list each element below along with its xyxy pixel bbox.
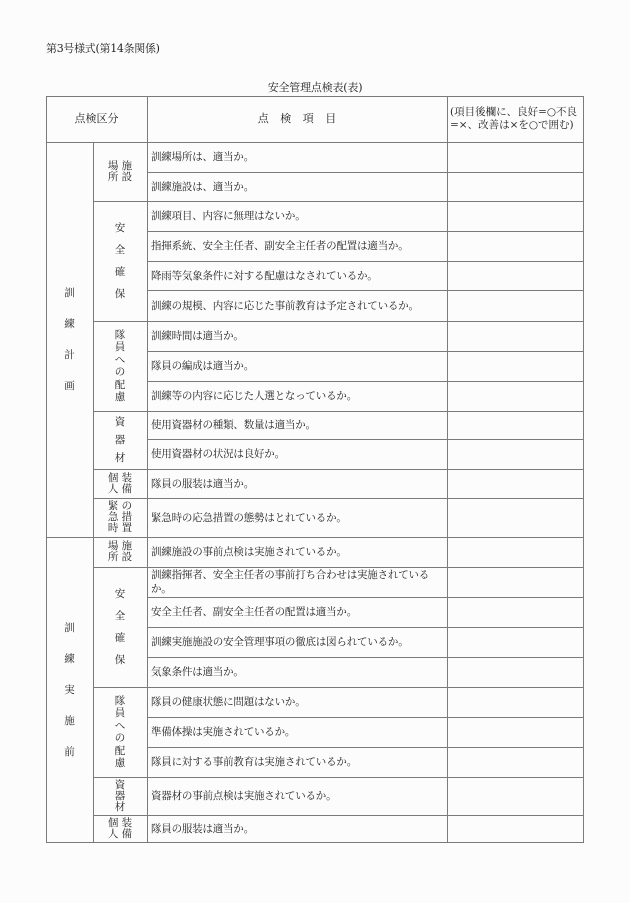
group-label-line: 確: [114, 632, 126, 644]
check-result-cell[interactable]: [448, 232, 582, 261]
group-label-line: の: [114, 732, 126, 744]
group-label-line: 緊 の: [107, 500, 133, 512]
check-item: 準備体操は実施されているか。: [151, 726, 296, 738]
group-label-line: 慮: [114, 757, 126, 769]
check-item: 使用資器材の状況は良好か。: [151, 448, 285, 460]
check-item: 隊員に対する事前教育は実施されているか。: [151, 756, 357, 768]
group-label-line: 所 設: [107, 170, 133, 183]
group-label-equipment: [93, 777, 147, 815]
group-label-line: 員: [114, 707, 126, 719]
group-label-line: へ: [114, 719, 126, 732]
group-label-line: 器: [114, 789, 126, 802]
header-check-instructions: (項目後欄に、良好=○不良=×、改善は×を○で囲む): [450, 106, 578, 131]
table-border-bottom: [46, 842, 584, 843]
document-title: 安全管理点検表(表): [267, 81, 363, 94]
check-item: 訓練の規模、内容に応じた事前教育は予定されているか。: [151, 299, 419, 312]
group-label-line: 個 装: [107, 816, 133, 829]
section-label-training-plan: [46, 142, 93, 537]
group-label-line: 慮: [114, 391, 126, 403]
check-result-cell[interactable]: [448, 262, 582, 290]
check-result-cell[interactable]: [448, 440, 582, 469]
check-result-cell[interactable]: [448, 816, 582, 842]
check-result-cell[interactable]: [448, 291, 582, 321]
check-result-cell[interactable]: [448, 748, 582, 777]
check-item: 訓練時間は適当か。: [151, 330, 244, 342]
check-item: 隊員の健康状態に問題はないか。: [151, 696, 306, 708]
section-char: 実: [64, 684, 75, 696]
section-char: 訓: [64, 622, 75, 634]
group-label-facility: [93, 537, 147, 567]
check-item: 緊急時の応急措置の態勢はとれているか。: [151, 511, 347, 524]
header-category: 点検区分: [74, 112, 119, 125]
group-label-line: 全: [114, 610, 126, 622]
check-result-cell[interactable]: [448, 568, 582, 597]
section-char: 施: [64, 715, 75, 727]
check-item: 降雨等気象条件に対する配慮はなされているか。: [151, 269, 378, 282]
check-result-cell[interactable]: [448, 688, 582, 717]
check-result-cell[interactable]: [448, 778, 582, 815]
check-result-cell[interactable]: [448, 322, 582, 351]
check-result-cell[interactable]: [448, 412, 582, 439]
group-label-line: 器: [114, 434, 126, 446]
section-char: 画: [64, 380, 75, 392]
section-label-pre-training: [46, 537, 93, 843]
group-label-line: 安: [114, 588, 126, 600]
group-label-line: 全: [114, 244, 126, 256]
group-label-facility: [93, 142, 147, 201]
check-result-cell[interactable]: [448, 718, 582, 747]
group-label-line: 時 置: [107, 522, 133, 534]
group-label-line: 保: [114, 288, 126, 300]
group-label-line: 員: [114, 341, 126, 353]
check-result-cell[interactable]: [448, 352, 582, 381]
section-char: 訓: [64, 287, 75, 299]
check-result-cell[interactable]: [448, 202, 582, 231]
check-item: 隊員の服装は適当か。: [151, 822, 254, 835]
check-item: 隊員の編成は適当か。: [151, 360, 254, 372]
section-char: 前: [64, 746, 75, 758]
group-label-line: 確: [114, 266, 126, 278]
group-label-line: 安: [114, 222, 126, 234]
check-result-cell[interactable]: [448, 598, 582, 627]
group-label-emergency: [93, 498, 147, 537]
check-result-cell[interactable]: [448, 173, 582, 201]
check-item: 訓練指揮者、安全主任者の事前打ち合わせは実施されているか。: [151, 569, 430, 595]
group-label-equipment: [93, 411, 147, 469]
group-label-safety: [93, 567, 147, 687]
check-result-cell[interactable]: [448, 470, 582, 498]
check-result-cell[interactable]: [448, 628, 582, 657]
group-label-line: 資: [114, 778, 126, 791]
header-items: 点 検 項 目: [257, 112, 337, 125]
check-item: 隊員の服装は適当か。: [151, 477, 254, 490]
group-label-line: 場 施: [107, 540, 133, 552]
group-label-line: 人 備: [107, 827, 133, 840]
group-label-line: 隊: [114, 694, 126, 707]
group-label-line: 隊: [114, 328, 126, 341]
group-label-line: 人 備: [107, 482, 133, 495]
group-label-line: 材: [114, 800, 126, 813]
group-label-line: の: [114, 366, 126, 378]
group-label-personal-gear: [93, 815, 147, 842]
check-item: 訓練項目、内容に無理はないか。: [151, 210, 306, 222]
check-item: 訓練実施施設の安全管理事項の徹底は図られているか。: [151, 636, 409, 648]
check-result-cell[interactable]: [448, 499, 582, 537]
group-label-line: 資: [114, 416, 126, 428]
check-item: 訓練等の内容に応じた人選となっているか。: [151, 390, 357, 402]
check-item: 訓練場所は、適当か。: [151, 151, 254, 163]
group-label-member-care: [93, 321, 147, 411]
group-label-line: 個 装: [107, 471, 133, 484]
section-char: 練: [64, 318, 75, 330]
check-result-cell[interactable]: [448, 658, 582, 687]
check-item: 訓練施設は、適当か。: [151, 180, 254, 193]
group-label-line: 材: [114, 452, 126, 464]
section-char: 練: [64, 653, 75, 665]
group-label-line: 場 施: [107, 159, 133, 172]
group-label-line: 保: [114, 654, 126, 666]
check-result-cell[interactable]: [448, 382, 582, 411]
group-label-line: 配: [114, 378, 126, 391]
check-item: 資器材の事前点検は実施されているか。: [151, 790, 337, 802]
section-char: 計: [64, 349, 75, 361]
group-label-line: 配: [114, 744, 126, 757]
group-label-line: へ: [114, 353, 126, 366]
group-label-safety: [93, 201, 147, 321]
check-result-cell[interactable]: [448, 538, 582, 567]
group-label-line: 急 措: [107, 511, 133, 523]
check-item: 指揮系統、安全主任者、副安全主任者の配置は適当か。: [151, 240, 409, 252]
check-item: 気象条件は適当か。: [151, 666, 244, 678]
check-item: 安全主任者、副安全主任者の配置は適当か。: [151, 606, 357, 618]
check-item: 訓練施設の事前点検は実施されているか。: [151, 546, 347, 558]
form-number: 第3号様式(第14条関係): [46, 42, 160, 55]
check-item: 使用資器材の種類、数量は適当か。: [151, 419, 316, 431]
group-label-line: 所 設: [107, 551, 133, 563]
group-label-member-care: [93, 687, 147, 777]
check-result-cell[interactable]: [448, 143, 582, 172]
group-label-personal-gear: [93, 469, 147, 498]
